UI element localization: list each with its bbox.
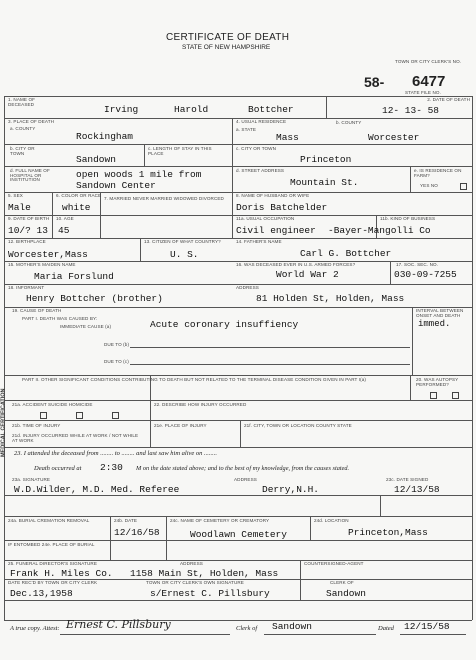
age-label: 10. AGE (56, 216, 74, 221)
received-date: Dec.13,1958 (10, 588, 73, 599)
attest-prefix: A true copy. Attest: (10, 625, 60, 632)
town-clerk-no-label: TOWN OR CITY CLERK'S NO. (395, 59, 462, 64)
divider (166, 516, 167, 560)
burial-label: 24a. BURIAL CREMATION REMOVAL (8, 518, 90, 523)
received-date-label: DATE REC'D BY TOWN OR CITY CLERK (8, 580, 98, 585)
res-county-label: b. COUNTY (336, 120, 362, 125)
rule (4, 144, 472, 145)
name-label: 1. NAME OF DECEASED (8, 97, 36, 107)
spouse-label: 8. NAME OF HUSBAND OR WIFE (236, 193, 310, 198)
funeral-address: 1158 Main St, Holden, Mass (130, 568, 279, 579)
clerk-signature-label: TOWN OR CITY CLERK'S OWN SIGNATURE (146, 580, 244, 585)
city: Sandown (76, 154, 116, 165)
divider (380, 495, 381, 516)
informant-address-label: ADDRESS (236, 285, 259, 290)
physician-signature: W.D.Wilder, M.D. Med. Referee (14, 484, 180, 495)
funeral-director: Frank H. Miles Co. (10, 568, 113, 579)
date-signed: 12/13/58 (394, 484, 440, 495)
injury-location-label: 21f. CITY, TOWN OR LOCATION COUNTY STATE (244, 423, 352, 428)
interval: immed. (418, 319, 451, 329)
business: -Bayer-Mangolli Co (328, 225, 431, 236)
attended-statement: 23. I attended the deceased from ........ to ........ and last saw him alive on ........ (14, 450, 218, 457)
cemetery: Woodlawn Cemetery (190, 529, 287, 540)
burial-location: Princeton,Mass (348, 527, 428, 538)
place-of-death-label: 3. PLACE OF DEATH (8, 119, 55, 124)
middle-name: Harold (174, 104, 209, 115)
rule (4, 447, 472, 448)
street-label: d. STREET ADDRESS (236, 168, 285, 173)
sex-label: 5. SEX (8, 193, 23, 198)
entombed-label: IF ENTOMBED 24e. PLACE OF BURIAL (8, 542, 95, 547)
file-prefix: 58- (364, 74, 385, 90)
armed-forces-label: 16. WAS DECEASED EVER IN U.S. ARMED FORCES? (236, 262, 356, 267)
farm-label: e. IS RESIDENCE ON FARM? (414, 168, 462, 178)
attest-clerk-of-label: Clerk of (236, 625, 258, 632)
divider (390, 261, 391, 284)
first-name: Irving (104, 104, 139, 115)
rule (4, 540, 472, 541)
file-number: 6477 (412, 73, 446, 90)
burial-location-label: 24d. LOCATION (314, 518, 349, 523)
dob-label: 9. DATE OF BIRTH (8, 216, 50, 221)
armed-forces: World War 2 (276, 269, 339, 280)
attest-dated: 12/15/58 (404, 621, 450, 632)
date-of-death: 12- 13- 58 (382, 105, 440, 116)
street: Mountain St. (290, 177, 359, 188)
autopsy-no-checkbox[interactable] (452, 392, 459, 399)
occupation: Civil engineer (236, 225, 316, 236)
hospital-line-1: open woods 1 mile from (76, 169, 202, 180)
res-city: Princeton (300, 154, 352, 165)
part2-label: PART II. OTHER SIGNIFICANT CONDITIONS CONTRIBUTING TO DEATH BUT NOT RELATED TO THE TERMINAL DISEASE CONDITION GIVEN IN PART I(a) (22, 377, 367, 382)
birthplace-label: 12. BIRTHPLACE (8, 239, 46, 244)
business-label: 11b. KIND OF BUSINESS (380, 216, 436, 221)
funeral-director-label: 25. FUNERAL DIRECTOR'S SIGNATURE (8, 561, 97, 566)
time-of-death: 2:30 (100, 462, 123, 473)
divider (240, 420, 241, 447)
occupation-label: 11a. USUAL OCCUPATION (236, 216, 295, 221)
length-of-stay-label: c. LENGTH OF STAY IN THIS PLACE (148, 146, 212, 156)
sex: Male (8, 202, 31, 213)
state-file-label: STATE FILE NO. (405, 90, 441, 95)
frame-left (4, 96, 5, 620)
clerk-of-label: CLERK OF (330, 580, 354, 585)
divider (150, 375, 151, 447)
cause-section-label: 19. CAUSE OF DEATH (12, 308, 62, 313)
rule (4, 495, 472, 496)
clerk-of: Sandown (326, 588, 366, 599)
rule (4, 420, 472, 421)
immediate-cause-label: IMMEDIATE CAUSE (a) (60, 324, 112, 329)
attest-signature: Ernest C. Pillsbury (66, 618, 171, 631)
due-to-c: DUE TO (c) (104, 359, 129, 364)
divider (110, 516, 111, 560)
hospital-label: d. FULL NAME OF HOSPITAL OR INSTITUTION (10, 168, 50, 183)
birthplace: Worcester,Mass (8, 249, 88, 260)
rule (4, 516, 472, 517)
certificate-title: CERTIFICATE OF DEATH (166, 32, 290, 43)
divider (100, 192, 101, 238)
county-label: a. COUNTY (10, 126, 36, 131)
time-of-injury-label: 21b. TIME OF INJURY (12, 423, 61, 428)
attest-line (264, 634, 376, 635)
medical-certification-side-label: MEDICAL CERTIFICATION (0, 388, 7, 458)
frame-right (472, 96, 473, 620)
res-state: Mass (276, 132, 299, 143)
immediate-cause: Acute coronary insuffiency (150, 319, 299, 330)
marital-label: 7. MARRIED NEVER MARRIED WIDOWED DIVORCED (104, 196, 224, 201)
mother: Maria Forslund (34, 271, 114, 282)
city-label: b. CITY OR TOWN (10, 146, 35, 156)
interval-label: INTERVAL BETWEEN ONSET AND DEATH (416, 308, 464, 318)
informant: Henry Bottcher (brother) (26, 293, 163, 304)
county: Rockingham (76, 131, 134, 142)
death-occurred-suffix: M on the date stated above; and to the best of my knowledge, from the causes stated. (136, 465, 350, 472)
burial-date-label: 24b. DATE (114, 518, 138, 523)
divider (326, 96, 327, 118)
race-label: 6. COLOR OR RACE (56, 193, 102, 198)
homicide-checkbox[interactable] (112, 412, 119, 419)
describe-injury-label: 22. DESCRIBE HOW INJURY OCCURRED (154, 402, 247, 407)
res-county: Worcester (368, 132, 420, 143)
father: Carl G. Bottcher (300, 248, 392, 259)
residence-label: 4. USUAL RESIDENCE (236, 119, 287, 124)
hospital-line-2: Sandown Center (76, 180, 156, 191)
date-of-death-label: 2. DATE OF DEATH (427, 97, 470, 102)
autopsy-yes-checkbox[interactable] (430, 392, 437, 399)
citizen: U. S. (170, 249, 199, 260)
suicide-checkbox[interactable] (76, 412, 83, 419)
res-city-label: c. CITY OR TOWN (236, 146, 277, 151)
rule (4, 600, 472, 601)
injury-occurred-label: 21d. INJURY OCCURRED WHILE AT WORK / NOT WHILE AT WORK (12, 433, 139, 443)
countersigned-label: COUNTERSIGNED-AGENT (304, 561, 364, 566)
divider (310, 516, 311, 540)
informant-label: 18. INFORMANT (8, 285, 45, 290)
attest-line (60, 634, 230, 635)
rule (4, 96, 472, 97)
father-label: 14. FATHER'S NAME (236, 239, 282, 244)
informant-address: 81 Holden St, Holden, Mass (256, 293, 405, 304)
divider (410, 375, 411, 400)
attest-dated-label: Dated (378, 625, 394, 632)
cemetery-label: 24c. NAME OF CEMETERY OR CREMATORY (170, 518, 270, 523)
accident-label: 21a. ACCIDENT SUICIDE HOMICIDE (12, 402, 93, 407)
mother-label: 15. MOTHER'S MAIDEN NAME (8, 262, 76, 267)
signature-label: 23a. SIGNATURE (12, 477, 51, 482)
part1-label: PART I. DEATH WAS CAUSED BY: (22, 316, 98, 321)
divider (144, 144, 145, 166)
due-to-b-line (130, 347, 410, 348)
due-to-c-line (130, 364, 410, 365)
divider (232, 118, 233, 238)
physician-address-label: ADDRESS (234, 477, 257, 482)
dob: 10/? 13 (8, 225, 48, 236)
attest-clerk-of: Sandown (272, 621, 312, 632)
age: 45 (58, 225, 70, 236)
divider (140, 238, 141, 261)
divider (300, 560, 301, 600)
due-to-b: DUE TO (b) (104, 342, 130, 347)
funeral-address-label: ADDRESS (180, 561, 203, 566)
citizen-label: 13. CITIZEN OF WHAT COUNTRY? (144, 239, 221, 244)
physician-address: Derry,N.H. (262, 484, 320, 495)
attest-line (400, 634, 466, 635)
rule (4, 400, 472, 401)
spouse: Doris Batchelder (236, 202, 328, 213)
burial-date: 12/16/58 (114, 527, 160, 538)
state-line: STATE OF NEW HAMPSHIRE (182, 44, 271, 51)
res-state-label: a. STATE (236, 127, 257, 132)
place-of-injury-label: 21e. PLACE OF INJURY (154, 423, 207, 428)
autopsy-label: 20. WAS AUTOPSY PERFORMED? (416, 377, 459, 387)
farm-no-checkbox[interactable] (460, 183, 467, 190)
divider (52, 192, 53, 238)
divider (410, 166, 411, 192)
divider (412, 307, 413, 375)
ss-label: 17. SOC. SEC. NO. (396, 262, 439, 267)
accident-checkbox[interactable] (40, 412, 47, 419)
death-occurred-prefix: Death occurred at (34, 465, 82, 472)
rule (4, 375, 472, 376)
last-name: Bottcher (248, 104, 294, 115)
race: white (62, 202, 91, 213)
rule (4, 307, 472, 308)
farm-answer: YES NO (420, 183, 438, 188)
clerk-signature: s/Ernest C. Pillsbury (150, 588, 270, 599)
rule (4, 166, 472, 167)
ss-number: 030-09-7255 (394, 269, 457, 280)
date-signed-label: 23c. DATE SIGNED (386, 477, 429, 482)
